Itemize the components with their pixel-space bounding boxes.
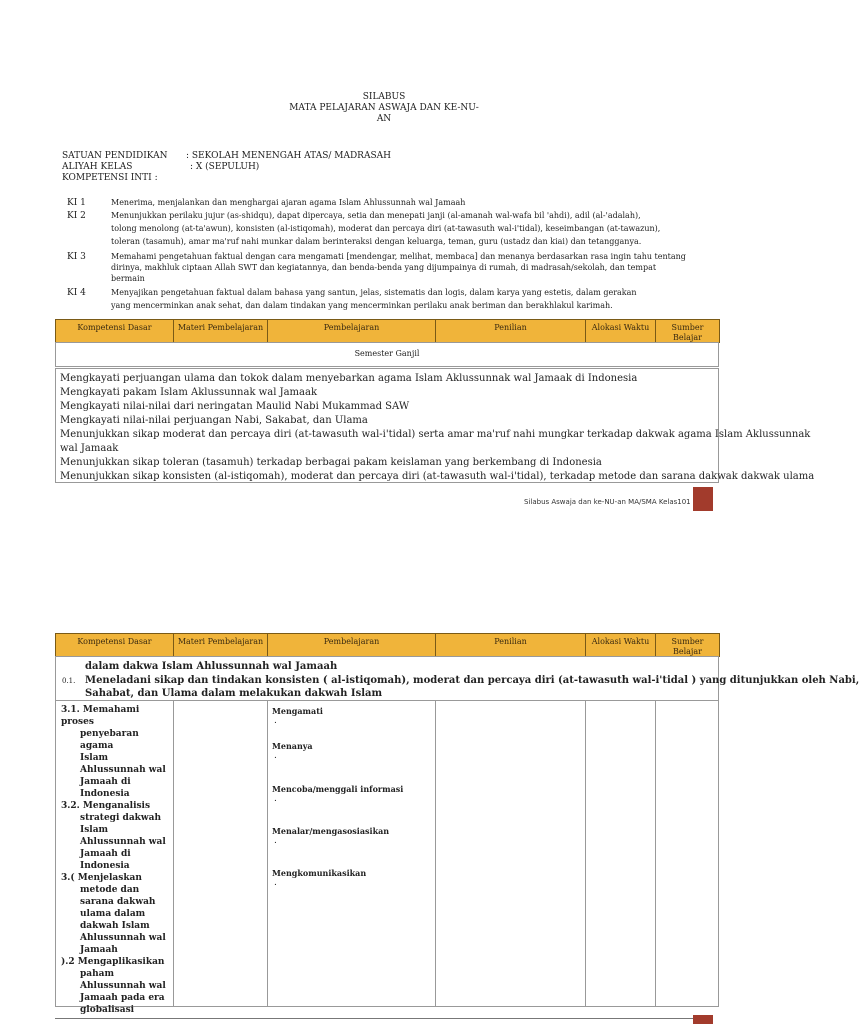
kd-list-page1 [55,368,815,483]
continuation-text: Meneladani sikap dan tindakan konsisten ( al-istiqomah), moderat dan percaya diri (at-tawasuth wal-i'tidal ) yang ditunjukkan oleh Nabi, [85,675,859,686]
column-divider [173,701,174,1007]
ki-code: KI 4 [67,288,86,298]
semester-row [55,342,719,367]
ki-list [67,198,717,314]
semester-label: Semester Ganjil [354,349,420,358]
step-bullet: . [274,751,277,761]
ki-code: KI 2 [67,211,86,221]
doc-title [0,92,768,125]
ki-text: bermain [111,274,145,283]
column-divider [585,701,586,1007]
footer-marker [693,487,713,511]
kd-line: dakwah Islam [80,921,150,931]
ki-text: Menerima, menjalankan dan menghargai ajaran agama Islam Ahlussunnah wal Jamaah [111,198,466,207]
ki-row [67,198,717,211]
kd-line: Ahlussunnah wal [80,933,166,943]
kd-line: strategi dakwah [80,813,162,823]
ki-text: dirinya, makhluk ciptaan Allah SWT dan kegiatannya, dan benda-benda yang dijumpainya di rumah, di madrasah/sekolah, dan tempat [111,263,657,272]
kd-line: globalisasi [80,1005,135,1015]
footer-text: Silabus Aswaja dan ke-NU-an MA/SMA Kelas [524,498,678,506]
kd-line: paham [80,969,115,979]
ki-text: yang mencerminkan anak sehat, dan dalam tindakan yang mencerminkan perilaku anak beriman dan berakhlakul karimah. [111,301,613,310]
kd-line: Jamaah di [80,777,131,787]
continuation-row [55,656,859,701]
kd-line: sarana dakwah [80,897,156,907]
title-line-2: MATA PELAJARAN ASWAJA DAN KE-NU- [289,103,479,113]
kd-line: ulama dalam [80,909,146,919]
identity-value: : SEKOLAH MENENGAH ATAS/ MADRASAH [186,151,391,161]
kd-item: Mengkayati nilai-nilai perjuangan Nabi, Sakabat, dan Ulama [60,415,368,426]
kd-line: ).2 Mengaplikasikan [61,957,165,967]
kd-item: Menunjukkan sikap toleran (tasamuh) terkadap berbagai pakam keislaman yang berkembang di Indonesia [60,457,602,468]
identity-label: KOMPETENSI INTI : [62,173,158,183]
ki-code: KI 3 [67,252,86,262]
kd-line: Jamaah pada era [80,993,165,1003]
page-footer [524,498,691,506]
continuation-number: 0.1. [62,677,76,685]
step-bullet: . [274,716,277,726]
kd-line: Indonesia [80,861,130,871]
kd-line: Islam [80,825,109,835]
column-divider [655,701,656,1007]
kd-line: Ahlussunnah wal [80,837,166,847]
column-divider [267,701,268,1007]
kd-column [61,704,171,1016]
kd-line: Islam [80,753,109,763]
header-materi: Materi Pembelajaran [174,634,268,656]
table-header [55,633,720,657]
header-kd: Kompetensi Dasar [56,320,174,342]
header-kd: Kompetensi Dasar [56,634,174,656]
kd-line: metode dan [80,885,140,895]
header-pembelajaran: Pembelajaran [268,634,436,656]
ki-text: Menyajikan pengetahuan faktual dalam bahasa yang santun, jelas, sistematis dan logis, dalam karya yang estetis, dalam gerakan [111,288,637,297]
kd-item: Menunjukkan sikap konsisten (al-istiqomah), moderat dan percaya diri (at-tawasuth wal-i'tidal), terkadap metode dan sarana dakwak dakwak ulama [60,471,815,482]
step-menanya: Menanya [272,741,313,751]
table-header [55,319,720,343]
step-menalar: Menalar/mengasosiasikan [272,826,390,836]
header-pembelajaran: Pembelajaran [268,320,436,342]
page-bottom-rule [55,1018,713,1019]
continuation-text: dalam dakwa Islam Ahlussunnah wal Jamaah [85,661,338,672]
step-bullet: . [274,878,277,888]
ki-text: Menunjukkan perilaku jujur (as-shidqu), dapat dipercaya, setia dan menepati janji (al-amanah wal-wafa bil 'ahdi), adil (al-'adalah), [111,211,641,220]
kd-line: Indonesia [80,789,130,799]
title-line-3: AN [376,114,392,124]
footer-marker [693,1015,713,1024]
ki-text: Memahami pengetahuan faktual dengan cara mengamati [mendengar, melihat, membaca] dan menanya berdasarkan rasa ingin tahu tentang [111,252,686,261]
kd-item: Mengkayati perjuangan ulama dan tokok dalam menyebarkan agama Islam Aklussunnak wal Jamaak di Indonesia [60,373,638,384]
header-sumber: Sumber Belajar [671,637,704,656]
kd-line: penyebaran agama [80,729,139,751]
continuation-text: Sahabat, dan Ulama dalam melakukan dakwah Islam [85,688,383,699]
header-penilaian: Penilian [436,320,586,342]
step-bullet: . [274,836,277,846]
ki-code: KI 1 [67,198,86,208]
header-materi: Materi Pembelajaran [174,320,268,342]
kd-item: Menunjukkan sikap moderat dan percaya diri (at-tawasuth wal-i'tidal) serta amar ma'ruf nahi mungkar terkadap dakwak agama Islam Aklussunnak [60,429,811,440]
identity-label: ALIYAH KELAS [62,162,133,172]
kd-item: wal Jamaak [60,443,119,454]
header-sumber: Sumber Belajar [671,323,704,342]
footer-page-number: 101 [677,498,691,506]
kd-item: Mengkayati pakam Islam Aklussunnak wal Jamaak [60,387,318,398]
title-line-1: SILABUS [362,92,406,102]
kd-line: Jamaah [80,945,118,955]
step-mengkomunikasikan: Mengkomunikasikan [272,868,367,878]
header-alokasi: Alokasi Waktu [586,320,656,342]
kd-line: Ahlussunnah wal [80,765,166,775]
step-mencoba: Mencoba/menggali informasi [272,784,404,794]
kd-item: Mengkayati nilai-nilai dari neringatan Maulid Nabi Mukammad SAW [60,401,410,412]
header-alokasi: Alokasi Waktu [586,634,656,656]
ki-row [67,252,717,288]
ki-row [67,211,717,252]
kd-line: Jamaah di [80,849,131,859]
ki-text: tolong menolong (at-ta'awun), konsisten (al-istiqomah), moderat dan percaya diri (at-tawasuth wal-i'tidal), keseimbangan (at-tawazun), [111,224,661,233]
identity-value: : X (SEPULUH) [190,162,260,172]
step-bullet: . [274,794,277,804]
kd-line: 3.1. Memahami proses [61,705,140,727]
header-penilaian: Penilian [436,634,586,656]
pembelajaran-column [272,706,432,888]
step-mengamati: Mengamati [272,706,323,716]
kd-line: Ahlussunnah wal [80,981,166,991]
ki-text: toleran (tasamuh), amar ma'ruf nahi munkar dalam berinteraksi dengan keluarga, teman, guru (ustadz dan kiai) dan tetangganya. [111,237,642,246]
ki-row [67,288,717,314]
identity-block [62,151,391,184]
column-divider [435,701,436,1007]
kd-line: 3.2. Menganalisis [61,801,151,811]
identity-label: SATUAN PENDIDIKAN [62,151,168,161]
kd-line: 3.( Menjelaskan [61,873,142,883]
